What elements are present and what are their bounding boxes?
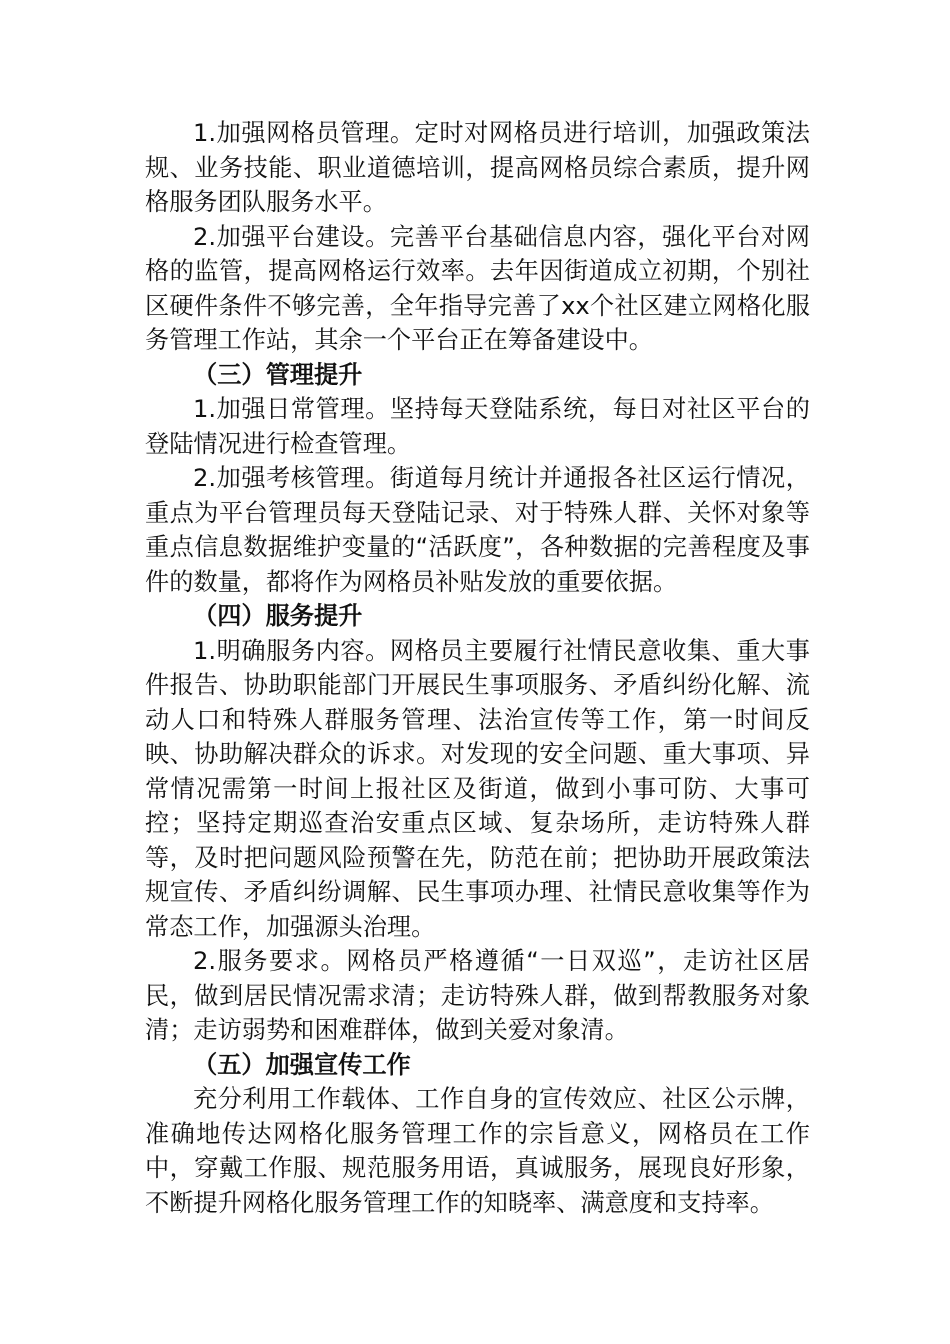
paragraph: 1.加强日常管理。坚持每天登陆系统，每日对社区平台的登陆情况进行检查管理。 [145,395,810,458]
section-heading: （五）加强宣传工作 [193,1050,411,1079]
section-heading: （三）管理提升 [193,360,363,389]
paragraph: 1.加强网格员管理。定时对网格员进行培训，加强政策法规、业务技能、职业道德培训，提高网格员综合素质，提升网格服务团队服务水平。 [145,119,810,216]
paragraph: 1.明确服务内容。网格员主要履行社情民意收集、重大事件报告、协助职能部门开展民生事项服务、矛盾纠纷化解、流动人口和特殊人群服务管理、法治宣传等工作，第一时间反映、协助解决群众的诉求。对发现的安全问题、重大事项、异常情况需第一时间上报社区及街道，做到小事可防、大事可控；坚持定期巡查治安重点区域、复杂场所，走访特殊人群等，及时把问题风险预警在先，防范在前；把协助开展政策法规宣传、矛盾纠纷调解、民生事项办理、社情民意收集等作为常态工作，加强源头治理。 [145,636,810,941]
section-heading: （四）服务提升 [193,602,363,630]
paragraph: 2.服务要求。网格员严格遵循“一日双巡”，走访社区居民，做到居民情况需求清；走访特殊人群，做到帮教服务对象清；走访弱势和困难群体，做到关爱对象清。 [145,947,810,1044]
paragraph: 2.加强考核管理。街道每月统计并通报各社区运行情况，重点为平台管理员每天登陆记录、对于特殊人群、关怀对象等重点信息数据维护变量的“活跃度”，各种数据的完善程度及事件的数量，都将作为网格员补贴发放的重要依据。 [145,464,810,596]
document-body [145,116,810,1220]
paragraph: 2.加强平台建设。完善平台基础信息内容，强化平台对网格的监管，提高网格运行效率。去年因街道成立初期，个别社区硬件条件不够完善，全年指导完善了xx个社区建立网格化服务管理工作站，其余一个平台正在筹备建设中。 [145,222,810,354]
paragraph: 充分利用工作载体、工作自身的宣传效应、社区公示牌，准确地传达网格化服务管理工作的宗旨意义，网格员在工作中，穿戴工作服、规范服务用语，真诚服务，展现良好形象，不断提升网格化服务管理工作的知晓率、满意度和支持率。 [145,1085,810,1217]
